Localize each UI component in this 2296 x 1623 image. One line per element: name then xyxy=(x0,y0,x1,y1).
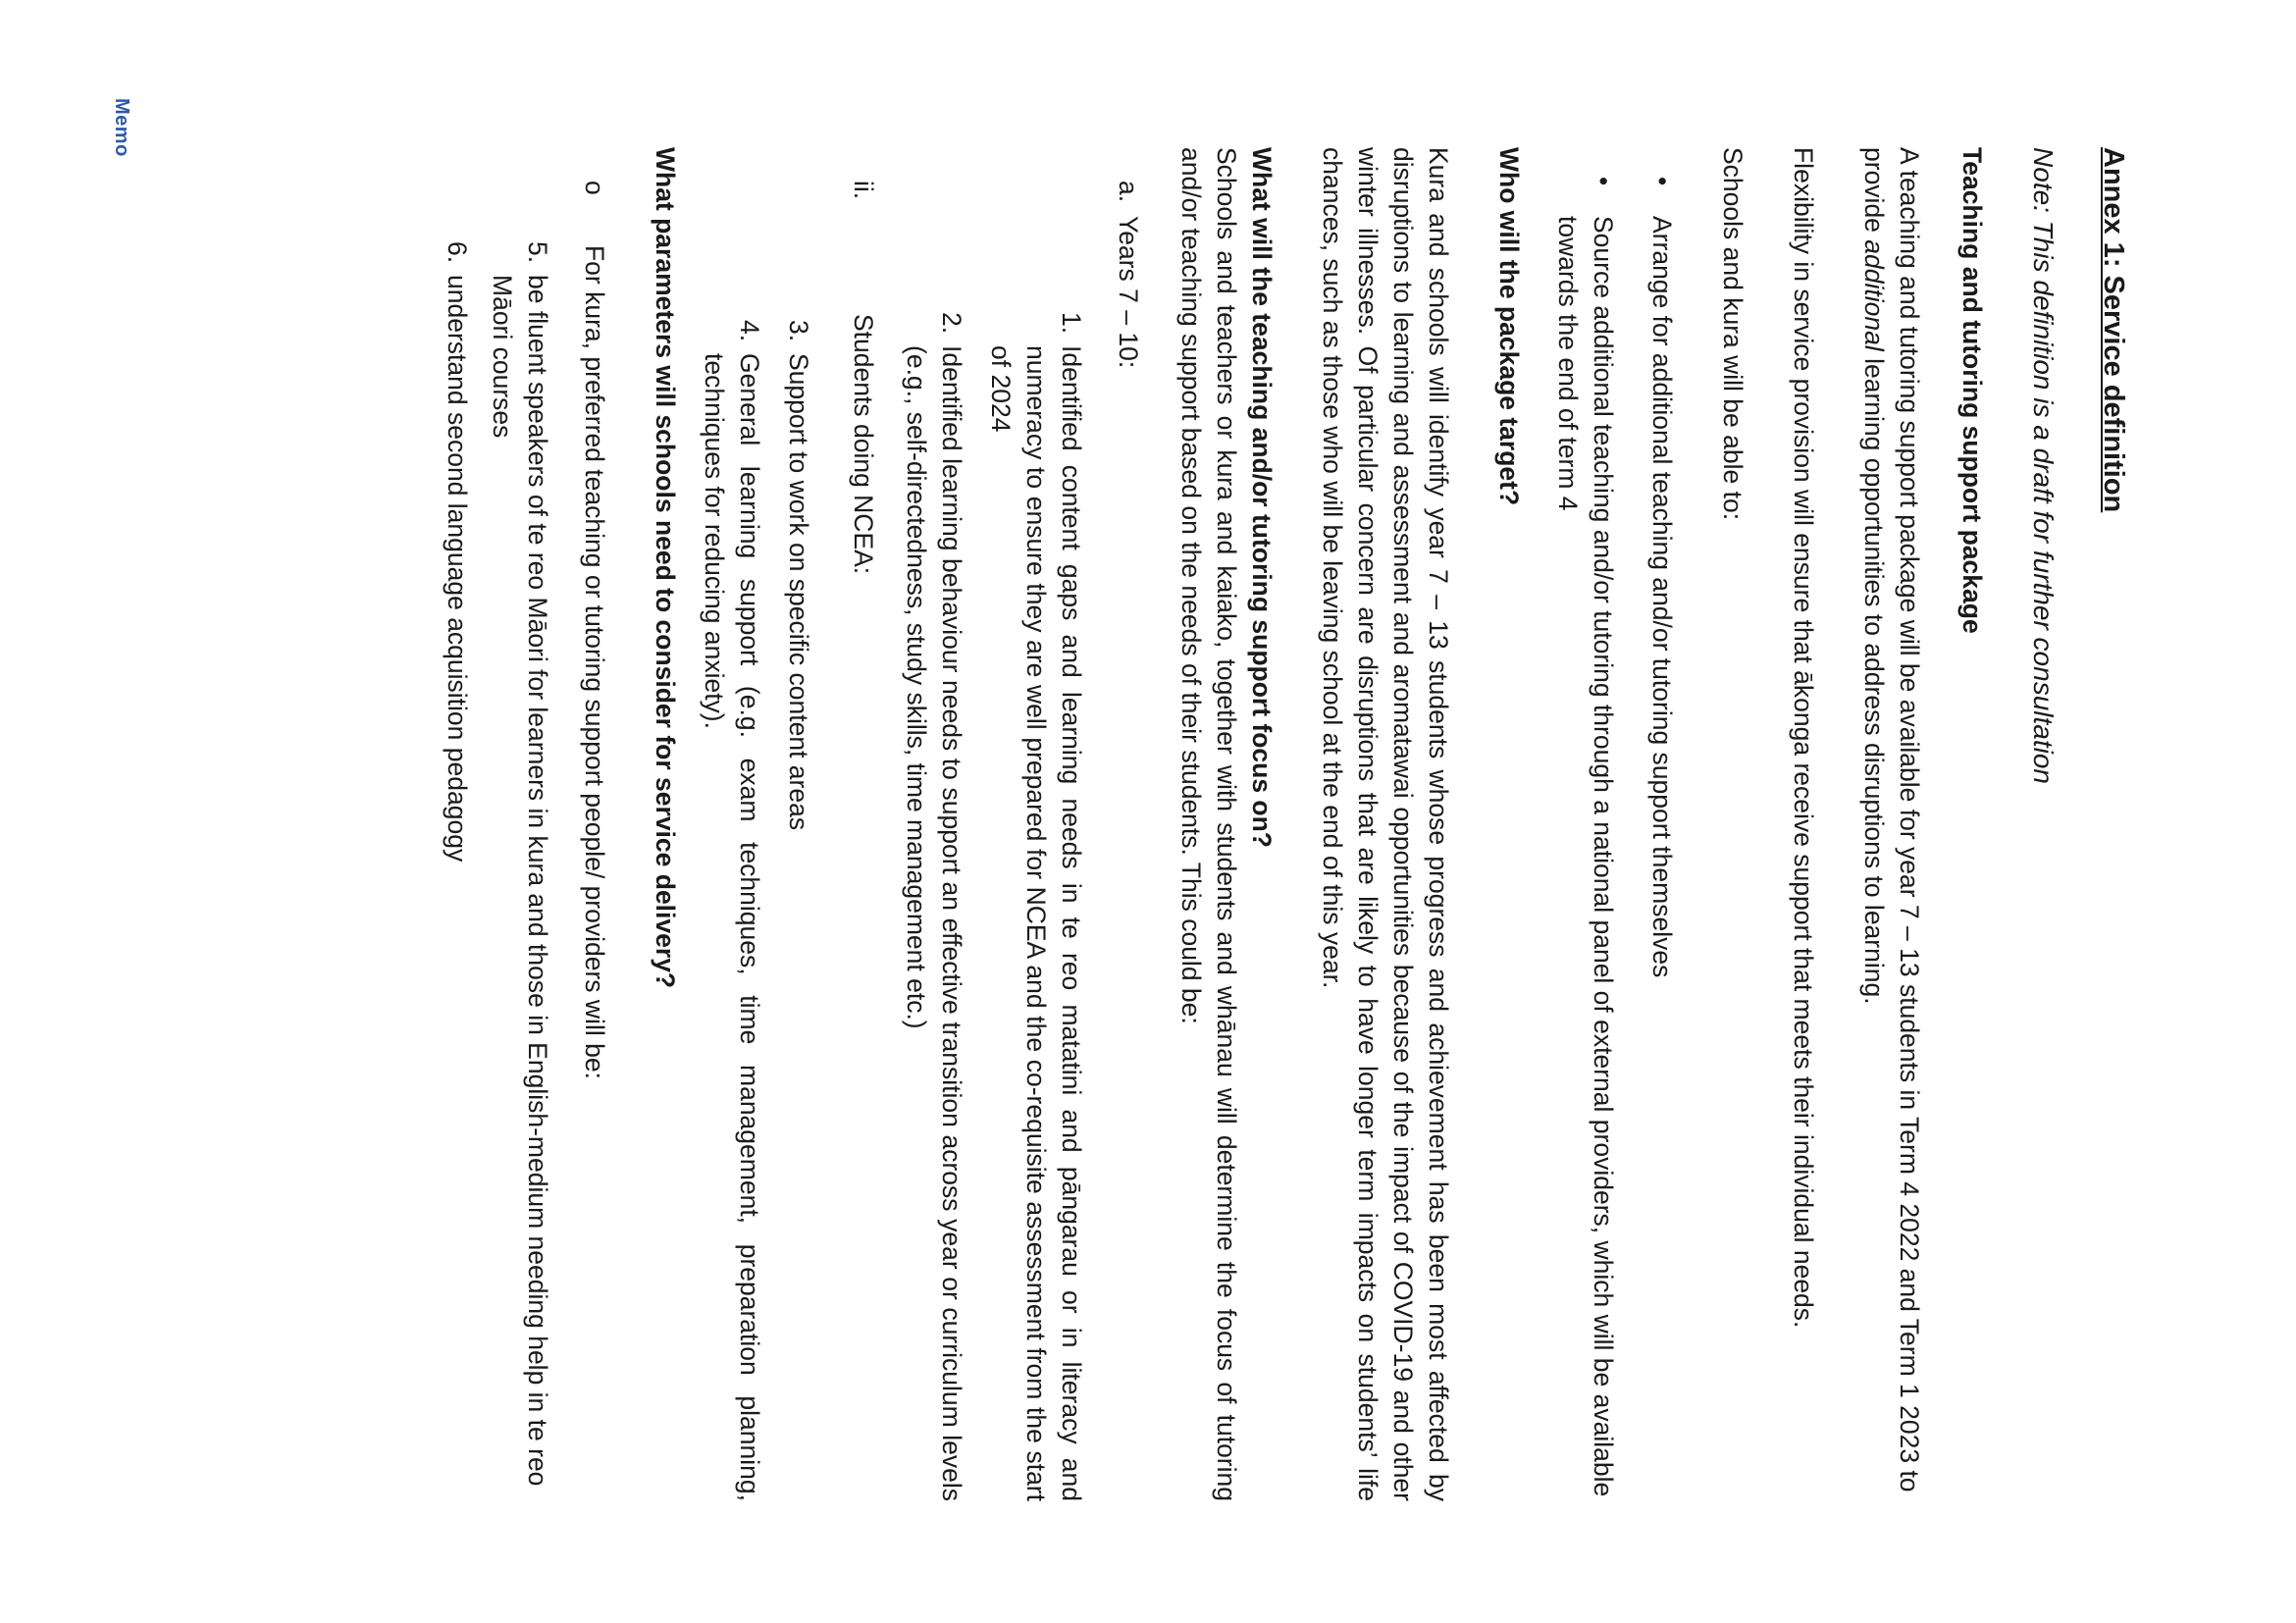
circle-bullet-icon: o xyxy=(580,181,609,195)
option-item: • Arrange for additional teaching and/or tutoring support themselves xyxy=(1644,147,1680,1501)
memo-header-label: Memo xyxy=(111,98,132,157)
option-item: • Source additional teaching and/or tutoring through a national panel of external providers, which will be available towards the end of term 4 xyxy=(1550,147,1621,1501)
years-group-label: a. Years 7 – 10: xyxy=(1111,147,1146,1501)
params-intro: o For kura, preferred teaching or tutoring support people/ providers will be: xyxy=(577,147,612,1501)
annex-content xyxy=(430,147,2131,1501)
target-heading: Who will the package target? xyxy=(1494,147,1524,506)
intro-paragraph: A teaching and tutoring support package will be available for year 7 – 13 students in Term 4 2022 and Term 1 2023 to provide additional learning opportunities to address disruptions to learning. xyxy=(1859,147,1924,1492)
list-marker: 1. xyxy=(1057,312,1086,335)
list-marker: ii. xyxy=(849,181,878,200)
list-marker: 5. xyxy=(523,241,552,264)
target-paragraph: Kura and schools will identify year 7 – 13 students whose progress and achievement has been most affected by disruptions to learning and assessment and aromatawai opportunities because of the impact of COVID-19 and other winter illnesses. Of particular concern are disruptions that are likely to have longer term impacts on students’ life chances, such as those who will be leaving school at the end of this year. xyxy=(1318,147,1453,1501)
list-marker: 6. xyxy=(443,241,472,264)
flexibility-paragraph: Flexibility in service provision will ensure that ākonga receive support that meets their individual needs. xyxy=(1789,147,1818,1329)
bullet-icon: • xyxy=(1589,177,1618,186)
able-to-paragraph: Schools and kura will be able to: xyxy=(1718,147,1748,521)
list-marker: 3. xyxy=(784,320,813,342)
years-item: 1. Identified content gaps and learning needs in te reo matatini and pāngarau or in literacy and numeracy to ensure they are well prepared for NCEA and the co-requisite assessment from the start of 2024 xyxy=(983,147,1089,1501)
params-heading: What parameters will schools need to consider for service delivery? xyxy=(651,147,680,989)
focus-paragraph: Schools and teachers or kura and kaiako, together with students and whānau will determine the focus of tutoring and/or teaching support based on the needs of their students. This could be: xyxy=(1176,147,1241,1501)
params-item: 5. be fluent speakers of te reo Māori for learners in kura and those in English-medium needing help in te reo Māori courses xyxy=(485,147,555,1501)
package-heading: Teaching and tutoring support package xyxy=(1957,147,1987,634)
list-marker: 4. xyxy=(735,320,764,342)
bullet-icon: • xyxy=(1647,177,1677,186)
ncea-item: 4. General learning support (e.g. exam techniques, time management, preparation planning, techniques for reducing anxiety). xyxy=(697,147,767,1501)
annex-title: Annex 1: Service definition xyxy=(2098,147,2129,513)
draft-note: Note: This definition is a draft for further consultation xyxy=(2028,147,2059,784)
years-item: 2. Identified learning behaviour needs to support an effective transition across year or curriculum levels (e.g., self-directedness, study skills, time management etc.) xyxy=(899,147,969,1501)
list-marker: a. xyxy=(1114,181,1143,203)
focus-heading: What will the teaching and/or tutoring support focus on? xyxy=(1247,147,1277,848)
ncea-group-label: ii. Students doing NCEA: xyxy=(846,147,881,1501)
ncea-item: 3. Support to work on specific content areas xyxy=(781,147,816,1501)
list-marker: 2. xyxy=(937,312,966,335)
params-item: 6. understand second language acquisition pedagogy xyxy=(440,147,475,1501)
emphasis-additional: additional xyxy=(1859,239,1889,351)
